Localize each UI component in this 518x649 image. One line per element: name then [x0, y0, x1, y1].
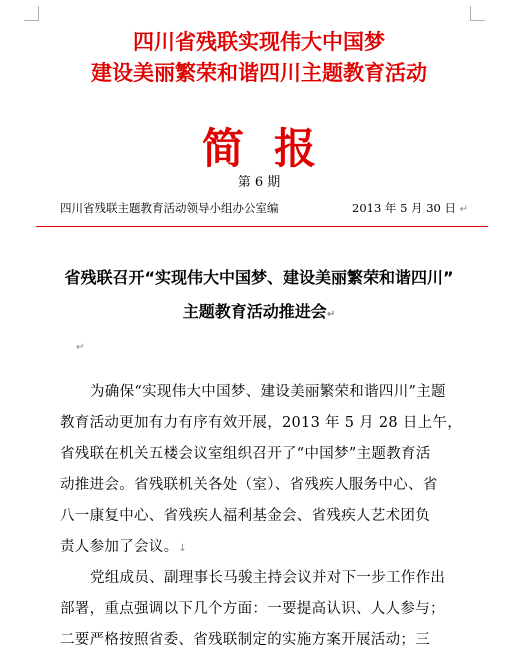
body-line: 动推进会。省残联机关各处（室）、省残疾人服务中心、省: [60, 477, 438, 493]
margin-corner-top-right: [470, 6, 485, 21]
body-line: [60, 535, 480, 556]
publisher-text: 四川省残联主题教育活动领导小组办公室编: [60, 201, 279, 215]
body-line: 党组成员、副理事长马骏主持会议并对下一步工作作出: [90, 570, 446, 586]
article-headline-text: 主题教育活动推进会: [182, 302, 327, 321]
body-line: 八一康复中心、省残疾人福利基金会、省残疾人艺术团负: [60, 508, 430, 524]
body-line: 二要严格按照省委、省残联制定的实施方案开展活动；三: [60, 632, 430, 648]
paragraph-mark: ↵: [459, 204, 469, 215]
issue-number: 第 6 期: [237, 175, 281, 190]
publish-date: [352, 200, 468, 216]
article-headline-line-2: [0, 299, 518, 322]
body-line: 教育活动更加有力有序有效开展，2013 年 5 月 28 日上午，: [60, 415, 463, 431]
title-line-2: 建设美丽繁荣和谐四川主题教育活动: [91, 61, 427, 85]
date-text: 2013 年 5 月 30 日: [352, 201, 456, 215]
margin-corner-top-left: [24, 6, 39, 21]
body-line: 为确保“实现伟大中国梦、建设美丽繁荣和谐四川”主题: [90, 384, 446, 400]
paragraph-mark: ↵: [76, 342, 85, 353]
body-line: 省残联在机关五楼会议室组织召开了“中国梦”主题教育活: [60, 446, 431, 462]
title-line-1: 四川省残联实现伟大中国梦: [133, 30, 385, 54]
brief-title: 简报: [201, 124, 346, 173]
publisher: [60, 200, 279, 216]
line-break-mark: ↓: [178, 543, 188, 554]
red-divider-rule: [36, 226, 488, 227]
body-line-text: 责人参加了会议。: [60, 539, 179, 555]
paragraph-mark: ↵: [326, 309, 336, 320]
article-headline-line-1: 省残联召开“实现伟大中国梦、建设美丽繁荣和谐四川”: [64, 268, 454, 287]
body-line: 部署，重点强调以下几个方面：一要提高认识、人人参与；: [60, 601, 445, 617]
